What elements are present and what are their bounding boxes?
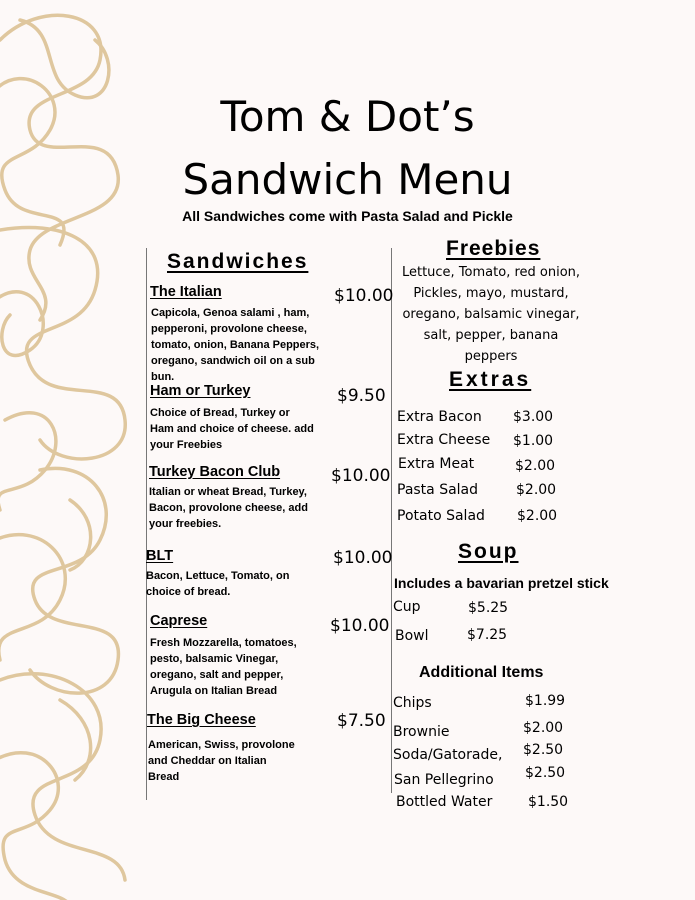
sandwich-name: The Italian (150, 284, 222, 300)
extras-heading: Extras (449, 368, 532, 391)
additional-items-heading: Additional Items (419, 664, 544, 681)
sandwich-price: $10.00 (334, 286, 394, 306)
additional-item-price: $1.99 (525, 693, 566, 709)
sandwich-description: Choice of Bread, Turkey or Ham and choice of cheese. add your Freebies (150, 407, 314, 451)
extra-item-price: $2.00 (515, 458, 556, 474)
extra-item-price: $2.00 (516, 482, 557, 498)
extra-item-name: Extra Bacon (397, 409, 482, 425)
freebies-heading: Freebies (446, 237, 541, 260)
additional-item-name: San Pellegrino (394, 772, 494, 788)
sandwich-price: $7.50 (337, 711, 386, 731)
menu-subtitle: All Sandwiches come with Pasta Salad and Pickle (182, 208, 513, 224)
additional-item-name: Bottled Water (396, 794, 493, 810)
sandwich-description: American, Swiss, provolone and Cheddar on Italian Bread (148, 739, 295, 783)
sandwich-name: BLT (146, 548, 174, 564)
sandwich-price: $10.00 (330, 616, 390, 636)
additional-item-name: Brownie (393, 724, 450, 740)
soup-note: Includes a bavarian pretzel stick (394, 575, 609, 591)
soup-item-price: $5.25 (468, 600, 509, 616)
sandwiches-heading: Sandwiches (167, 250, 309, 273)
extra-item-price: $3.00 (513, 409, 554, 425)
sandwich-description: Capicola, Genoa salami , ham, pepperoni, provolone cheese, tomato, onion, Banana Peppers, oregano, sandwich oil on a sub bun. (151, 307, 320, 383)
soup-item-name: Bowl (395, 628, 429, 644)
freebies-text: Lettuce, Tomato, red onion, Pickles, mayo, mustard, oregano, balsamic vinegar, salt, pepper, banana peppers (401, 265, 581, 364)
additional-item-price: $2.50 (523, 742, 564, 758)
menu-title-line1: Tom & Dot’s (220, 92, 475, 141)
soup-item-price: $7.25 (467, 627, 508, 643)
soup-item-name: Cup (393, 599, 421, 615)
sandwich-price: $9.50 (337, 386, 386, 406)
soup-heading: Soup (458, 540, 519, 563)
sandwich-name: Ham or Turkey (150, 383, 251, 399)
additional-item-price: $1.50 (528, 794, 569, 810)
sandwich-description: Fresh Mozzarella, tomatoes, pesto, balsamic Vinegar, oregano, salt and pepper, Arugula on Italian Bread (150, 637, 297, 697)
right-column-divider (391, 248, 392, 793)
sandwich-description: Italian or wheat Bread, Turkey, Bacon, provolone cheese, add your freebies. (149, 486, 308, 530)
sandwich-price: $10.00 (333, 548, 393, 568)
extra-item-name: Potato Salad (397, 508, 485, 524)
sandwich-name: Turkey Bacon Club (149, 464, 281, 480)
extra-item-price: $1.00 (513, 433, 554, 449)
additional-item-name: Soda/Gatorade, (393, 747, 503, 763)
extra-item-name: Extra Meat (398, 456, 475, 472)
menu-title-line2: Sandwich Menu (182, 155, 513, 204)
sandwich-price: $10.00 (331, 466, 391, 486)
sandwich-name: The Big Cheese (147, 712, 256, 728)
extra-item-price: $2.00 (517, 508, 558, 524)
additional-item-price: $2.50 (525, 765, 566, 781)
additional-item-name: Chips (393, 695, 432, 711)
sandwich-name: Caprese (150, 613, 208, 629)
additional-item-price: $2.00 (523, 720, 564, 736)
sandwich-description: Bacon, Lettuce, Tomato, on choice of bread. (146, 570, 290, 598)
extra-item-name: Pasta Salad (397, 482, 479, 498)
extra-item-name: Extra Cheese (397, 432, 491, 448)
